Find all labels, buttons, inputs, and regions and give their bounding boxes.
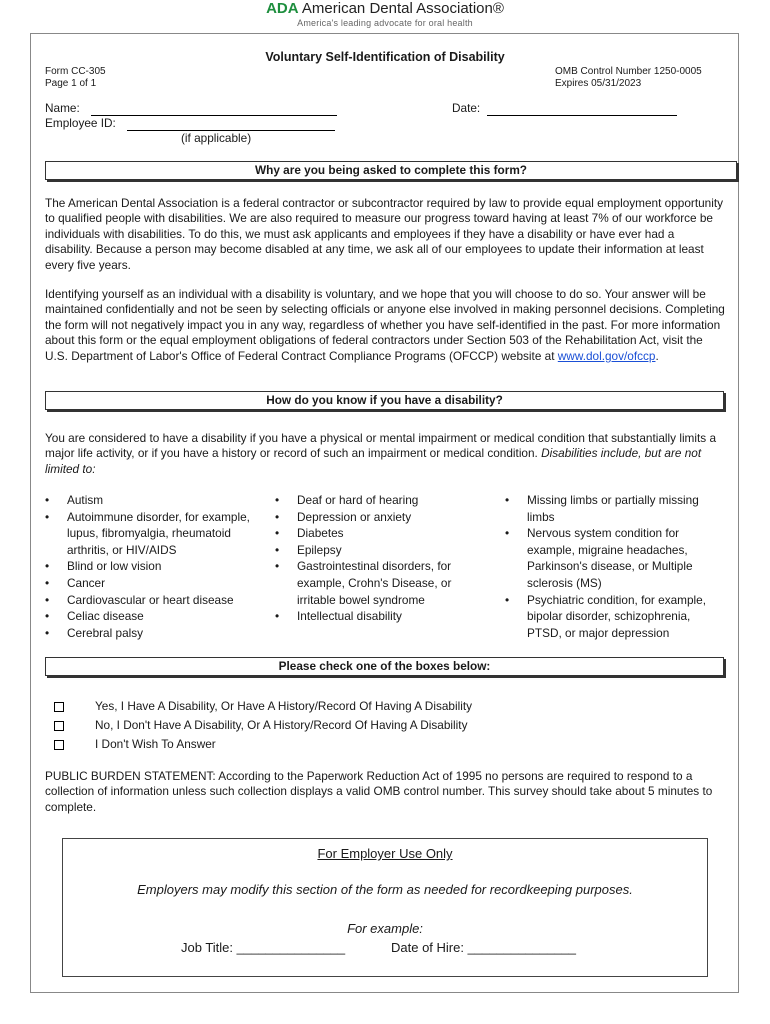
- how-intro: [45, 431, 725, 477]
- option-yes-label: Yes, I Have A Disability, Or Have A History/Record Of Having A Disability: [95, 699, 472, 713]
- option-yes[interactable]: [54, 697, 472, 716]
- list-item: • Epilepsy: [275, 542, 475, 559]
- employee-id-label: Employee ID:: [45, 116, 116, 130]
- name-label: Name:: [45, 101, 80, 115]
- employer-heading: For Employer Use Only: [317, 846, 453, 861]
- why-paragraph-2: [45, 287, 727, 364]
- date-row: [452, 101, 677, 116]
- option-no[interactable]: [54, 716, 472, 735]
- expiry-date: Expires 05/31/2023: [555, 78, 642, 89]
- form-number-block: [45, 66, 106, 90]
- form-number: Form CC-305: [45, 66, 106, 77]
- disability-list-col3: [505, 492, 727, 641]
- disability-list-col2: [275, 492, 475, 625]
- employer-use-box: [62, 838, 708, 977]
- date-label: Date:: [452, 101, 481, 115]
- list-item: • Psychiatric condition, for example, bipolar disorder, schizophrenia, PTSD, or major depression: [505, 592, 727, 642]
- checkbox-no-answer[interactable]: [54, 740, 64, 750]
- period: .: [655, 348, 659, 363]
- list-item: • Cancer: [45, 575, 275, 592]
- form-title: Voluntary Self-Identification of Disability: [265, 50, 505, 64]
- list-item: • Cerebral palsy: [45, 625, 275, 642]
- date-of-hire-field[interactable]: Date of Hire: _______________: [391, 940, 577, 955]
- how-intro-italic: Disabilities include, but are not limited to:: [45, 446, 702, 476]
- why-paragraph-2-text: Identifying yourself as an individual with a disability is voluntary, and we hope that you will choose to do so. Your answer will be maintained confidentially and not be seen by selecting officials or anyone else involved in making personnel decisions. Completing the form will not negatively impact you in any way, regardless of whether you have self-identified in the past. For more information about this form or the equal employment obligations of federal contractors under Section 503 of the Rehabilitation Act, visit the U.S. Department of Labor's Office of Federal Contract Compliance Programs (OFCCP) website at: [45, 287, 725, 363]
- option-no-label: No, I Don't Have A Disability, Or A History/Record Of Having A Disability: [95, 718, 468, 732]
- employee-id-field[interactable]: [127, 118, 335, 131]
- list-item: • Diabetes: [275, 525, 475, 542]
- name-row: [45, 101, 337, 116]
- section-how-heading: How do you know if you have a disability?: [45, 391, 724, 410]
- if-applicable: (if applicable): [181, 131, 252, 145]
- list-item: • Blind or low vision: [45, 558, 275, 575]
- list-item: • Missing limbs or partially missing limbs: [505, 492, 727, 525]
- option-no-answer[interactable]: [54, 735, 472, 754]
- example-label: For example:: [347, 921, 423, 936]
- checkbox-no[interactable]: [54, 721, 64, 731]
- disability-list-col1: [45, 492, 275, 641]
- employee-id-row: [45, 116, 335, 131]
- page-number: Page 1 of 1: [45, 78, 97, 89]
- name-field[interactable]: [91, 103, 337, 116]
- tagline: America's leading advocate for oral health: [297, 18, 473, 28]
- list-item: • Gastrointestinal disorders, for example, Crohn's Disease, or irritable bowel syndrome: [275, 558, 475, 608]
- ofccp-link[interactable]: www.dol.gov/ofccp: [557, 348, 656, 363]
- how-intro-text: You are considered to have a disability if you have a physical or mental impairment or medical condition that substantially limits a major life activity, or if you have a history or record of such an impairment or medical condition.: [45, 431, 717, 461]
- list-item: • Deaf or hard of hearing: [275, 492, 475, 509]
- list-item: • Autism: [45, 492, 275, 509]
- logo-name: American Dental Association®: [301, 0, 504, 17]
- list-item: • Intellectual disability: [275, 608, 475, 625]
- list-item: • Depression or anxiety: [275, 509, 475, 526]
- ada-logo: [0, 0, 770, 29]
- public-burden-statement: PUBLIC BURDEN STATEMENT: According to the Paperwork Reduction Act of 1995 no persons are required to respond to a collection of information unless such collection displays a valid OMB control number. This survey should take about 5 minutes to complete.: [45, 769, 713, 814]
- omb-block: [555, 66, 702, 90]
- section-check-heading: Please check one of the boxes below:: [45, 657, 724, 676]
- omb-number: OMB Control Number 1250-0005: [555, 66, 702, 77]
- list-item: • Nervous system condition for example, migraine headaches, Parkinson's disease, or Multiple sclerosis (MS): [505, 525, 727, 591]
- list-item: • Celiac disease: [45, 608, 275, 625]
- why-paragraph-1: The American Dental Association is a federal contractor or subcontractor required by law to provide equal employment opportunity to qualified people with disabilities. We are also required to measure our progress toward having at least 7% of our workforce be individuals with disabilities. To do this, we must ask applicants and employees if they have a disability or have ever had a disability. Because a person may become disabled at any time, we ask all of our employees to update their information at least every five years.: [45, 196, 724, 272]
- list-item: • Cardiovascular or heart disease: [45, 592, 275, 609]
- checkbox-yes[interactable]: [54, 702, 64, 712]
- logo-mark: ADA: [266, 0, 299, 17]
- date-field[interactable]: [487, 103, 677, 116]
- job-title-field[interactable]: Job Title: _______________: [181, 940, 346, 955]
- section-why-heading: Why are you being asked to complete this form?: [45, 161, 737, 180]
- employer-note: Employers may modify this section of the form as needed for recordkeeping purposes.: [137, 882, 633, 897]
- checkbox-group: [54, 697, 472, 754]
- option-no-answer-label: I Don't Wish To Answer: [95, 737, 216, 751]
- list-item: • Autoimmune disorder, for example, lupus, fibromyalgia, rheumatoid arthritis, or HIV/AIDS: [45, 509, 275, 559]
